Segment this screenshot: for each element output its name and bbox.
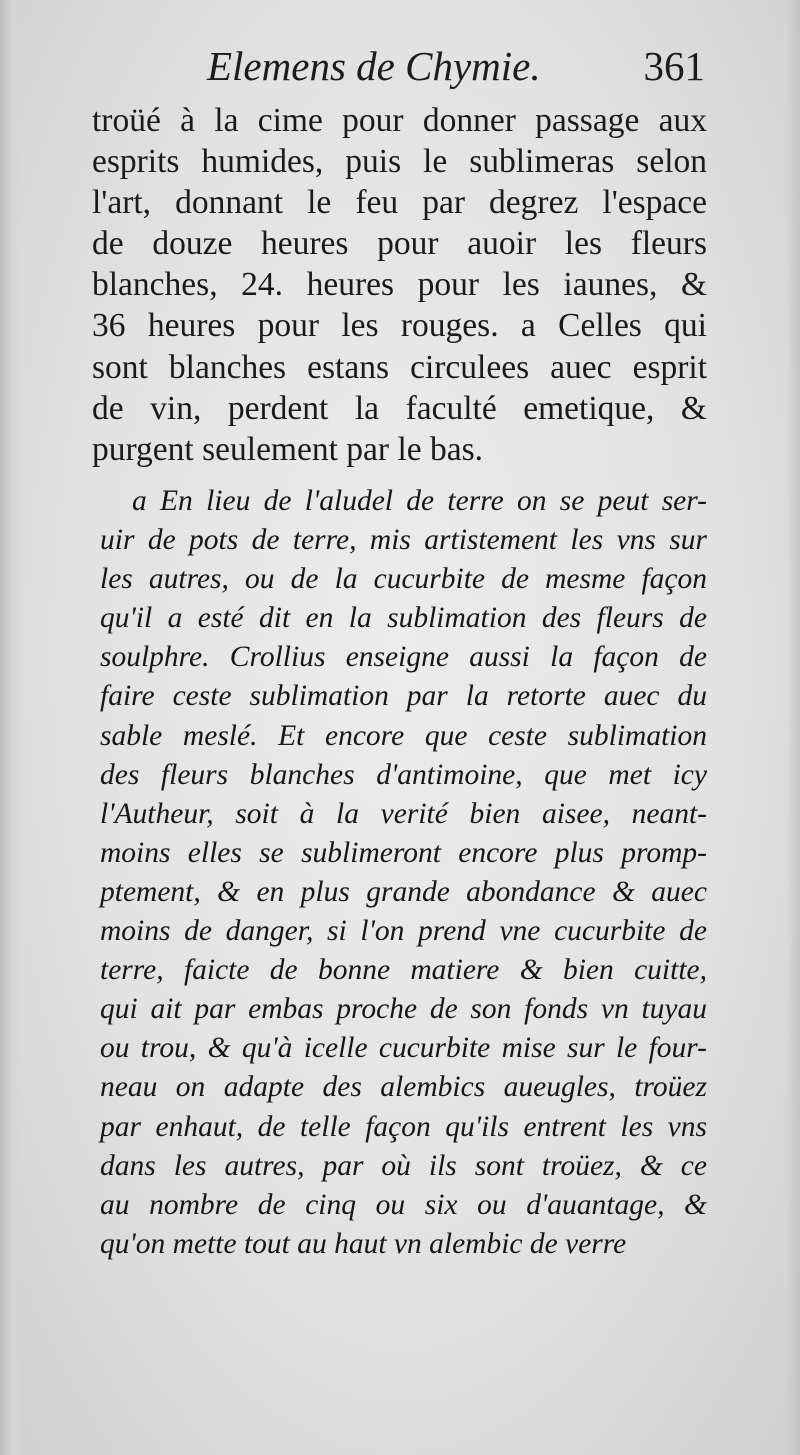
note-line: des fleurs blanches d'antimoine, que met icy xyxy=(100,758,707,791)
note-line: qui ait par embas proche de son fonds vn tuyau xyxy=(100,993,707,1026)
note-line: soulphre. Crollius enseigne aussi la façon de xyxy=(100,641,707,674)
note-line: a En lieu de l'aludel de terre on se peut ser- xyxy=(132,485,707,517)
text-line: blanches, 24. heures pour les iaunes, & xyxy=(92,266,707,304)
note-line: uir de pots de terre, mis artistement les vns sur xyxy=(100,524,707,557)
note-line: qu'il a esté dit en la sublimation des fleurs de xyxy=(100,602,707,635)
note-line: faire ceste sublimation par la retorte auec du xyxy=(100,680,707,713)
note-line: moins de danger, si l'on prend vne cucurbite de xyxy=(100,915,707,948)
text-line: de vin, perdent la faculté emetique, & xyxy=(92,389,707,427)
note-line: sable meslé. Et encore que ceste sublimation xyxy=(100,719,707,752)
running-title: Elemens de Chymie. xyxy=(207,43,541,89)
note-line: les autres, ou de la cucurbite de mesme façon xyxy=(100,563,707,596)
note-line: moins elles se sublimeront encore plus promp- xyxy=(100,836,707,869)
page-right-edge-shadow xyxy=(786,0,800,1455)
annotation-block xyxy=(100,482,707,1264)
text-line: purgent seulement par le bas. xyxy=(92,430,484,468)
note-line: au nombre de cinq ou six ou d'auantage, & xyxy=(100,1188,707,1221)
text-line: troüé à la cime pour donner passage aux xyxy=(92,102,707,139)
page-left-edge-shadow xyxy=(0,0,22,1455)
text-line: esprits humides, puis le sublimeras selon xyxy=(92,143,707,181)
note-line: neau on adapte des alembics aueugles, troüez xyxy=(100,1071,707,1104)
text-line: l'art, donnant le feu par degrez l'espace xyxy=(92,184,707,222)
note-line: ou trou, & qu'à icelle cucurbite mise sur le four- xyxy=(100,1032,707,1065)
note-line: par enhaut, de telle façon qu'ils entrent les vns xyxy=(100,1110,707,1143)
page-header xyxy=(95,42,705,98)
text-line: 36 heures pour les rouges. a Celles qui xyxy=(92,307,707,345)
note-line: ptement, & en plus grande abondance & auec xyxy=(100,875,707,908)
note-line: l'Autheur, soit à la verité bien aisee, neant- xyxy=(100,797,707,830)
note-line: dans les autres, par où ils sont troüez, & ce xyxy=(100,1149,707,1182)
page-number: 361 xyxy=(643,43,705,89)
text-line: sont blanches estans circulees auec esprit xyxy=(92,348,707,386)
note-line: terre, faicte de bonne matiere & bien cuitte, xyxy=(100,954,707,987)
main-text-block xyxy=(92,100,707,470)
text-line: de douze heures pour auoir les fleurs xyxy=(92,225,707,263)
note-line: qu'on mette tout au haut vn alembic de verre xyxy=(100,1227,627,1260)
